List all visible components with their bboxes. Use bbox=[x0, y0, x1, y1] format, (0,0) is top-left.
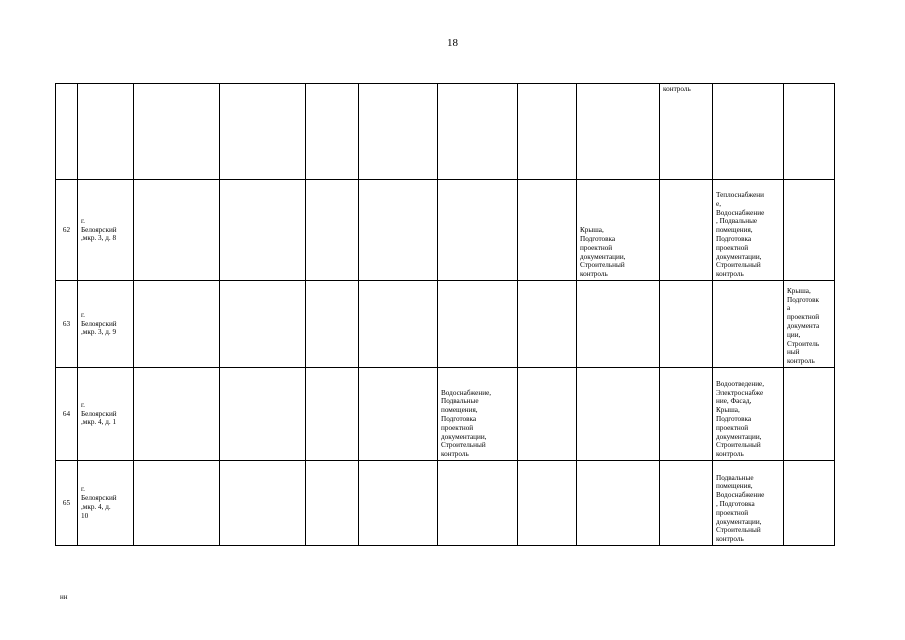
address-cell: г. Белоярский ,мкр. 4, д. 1 bbox=[78, 368, 134, 461]
table-row bbox=[56, 461, 835, 546]
table-cell bbox=[306, 461, 359, 546]
works-cell: контроль bbox=[660, 84, 713, 180]
table-cell bbox=[306, 180, 359, 281]
table-cell bbox=[134, 461, 220, 546]
table-cell bbox=[359, 281, 438, 368]
works-cell: Подвальные помещения, Водоснабжение , Подготовка проектной документации, Строительный контроль bbox=[713, 461, 784, 546]
table-row bbox=[56, 368, 835, 461]
table-cell bbox=[518, 84, 577, 180]
table-cell bbox=[220, 281, 306, 368]
table-cell bbox=[784, 84, 835, 180]
footer-mark: нн bbox=[60, 593, 68, 601]
works-cell: Водоснабжение, Подвальные помещения, Подготовка проектной документации, Строительный контроль bbox=[438, 368, 518, 461]
table-cell bbox=[134, 368, 220, 461]
table-cell bbox=[518, 281, 577, 368]
table-row bbox=[56, 281, 835, 368]
table-cell bbox=[518, 368, 577, 461]
table-cell bbox=[713, 84, 784, 180]
works-cell: Крыша, Подготовка проектной документации, Строительный контроль bbox=[577, 180, 660, 281]
table-cell bbox=[577, 368, 660, 461]
table-cell bbox=[220, 84, 306, 180]
table-cell bbox=[220, 368, 306, 461]
table-cell bbox=[577, 461, 660, 546]
row-number-cell bbox=[56, 84, 78, 180]
table-row bbox=[56, 180, 835, 281]
table-cell bbox=[306, 281, 359, 368]
table-cell bbox=[359, 84, 438, 180]
table-cell bbox=[438, 461, 518, 546]
table-cell bbox=[134, 84, 220, 180]
table-cell bbox=[438, 281, 518, 368]
table-cell bbox=[518, 180, 577, 281]
table-cell bbox=[518, 461, 577, 546]
table-cell bbox=[660, 180, 713, 281]
table-cell bbox=[713, 281, 784, 368]
address-cell: г. Белоярский ,мкр. 3, д. 8 bbox=[78, 180, 134, 281]
table-cell bbox=[134, 180, 220, 281]
table-cell bbox=[438, 84, 518, 180]
works-cell: Крыша, Подготовк а проектной документа ции, Строитель ный контроль bbox=[784, 281, 835, 368]
table-cell bbox=[438, 180, 518, 281]
table-cell bbox=[660, 368, 713, 461]
table-cell bbox=[134, 281, 220, 368]
table-cell bbox=[784, 461, 835, 546]
table-cell bbox=[359, 180, 438, 281]
table-cell bbox=[577, 84, 660, 180]
table-cell bbox=[306, 368, 359, 461]
address-cell bbox=[78, 84, 134, 180]
table-cell bbox=[220, 461, 306, 546]
table-cell bbox=[306, 84, 359, 180]
works-cell: Теплоснабжени е, Водоснабжение , Подвальные помещения, Подготовка проектной документации, Строительный контроль bbox=[713, 180, 784, 281]
works-cell: Водоотведение, Электроснабже ние, Фасад, Крыша, Подготовка проектной документации, Строительный контроль bbox=[713, 368, 784, 461]
table-cell bbox=[359, 461, 438, 546]
address-cell: г. Белоярский ,мкр. 4, д. 10 bbox=[78, 461, 134, 546]
table-cell bbox=[660, 281, 713, 368]
address-cell: г. Белоярский ,мкр. 3, д. 9 bbox=[78, 281, 134, 368]
table-cell bbox=[660, 461, 713, 546]
table-cell bbox=[220, 180, 306, 281]
page-number: 18 bbox=[447, 37, 458, 49]
row-number-cell: 63 bbox=[56, 281, 78, 368]
row-number-cell: 64 bbox=[56, 368, 78, 461]
table-cell bbox=[577, 281, 660, 368]
row-number-cell: 62 bbox=[56, 180, 78, 281]
table-cell bbox=[784, 180, 835, 281]
table-row bbox=[56, 84, 835, 180]
table-cell bbox=[359, 368, 438, 461]
table-cell bbox=[784, 368, 835, 461]
works-table bbox=[55, 83, 835, 546]
row-number-cell: 65 bbox=[56, 461, 78, 546]
